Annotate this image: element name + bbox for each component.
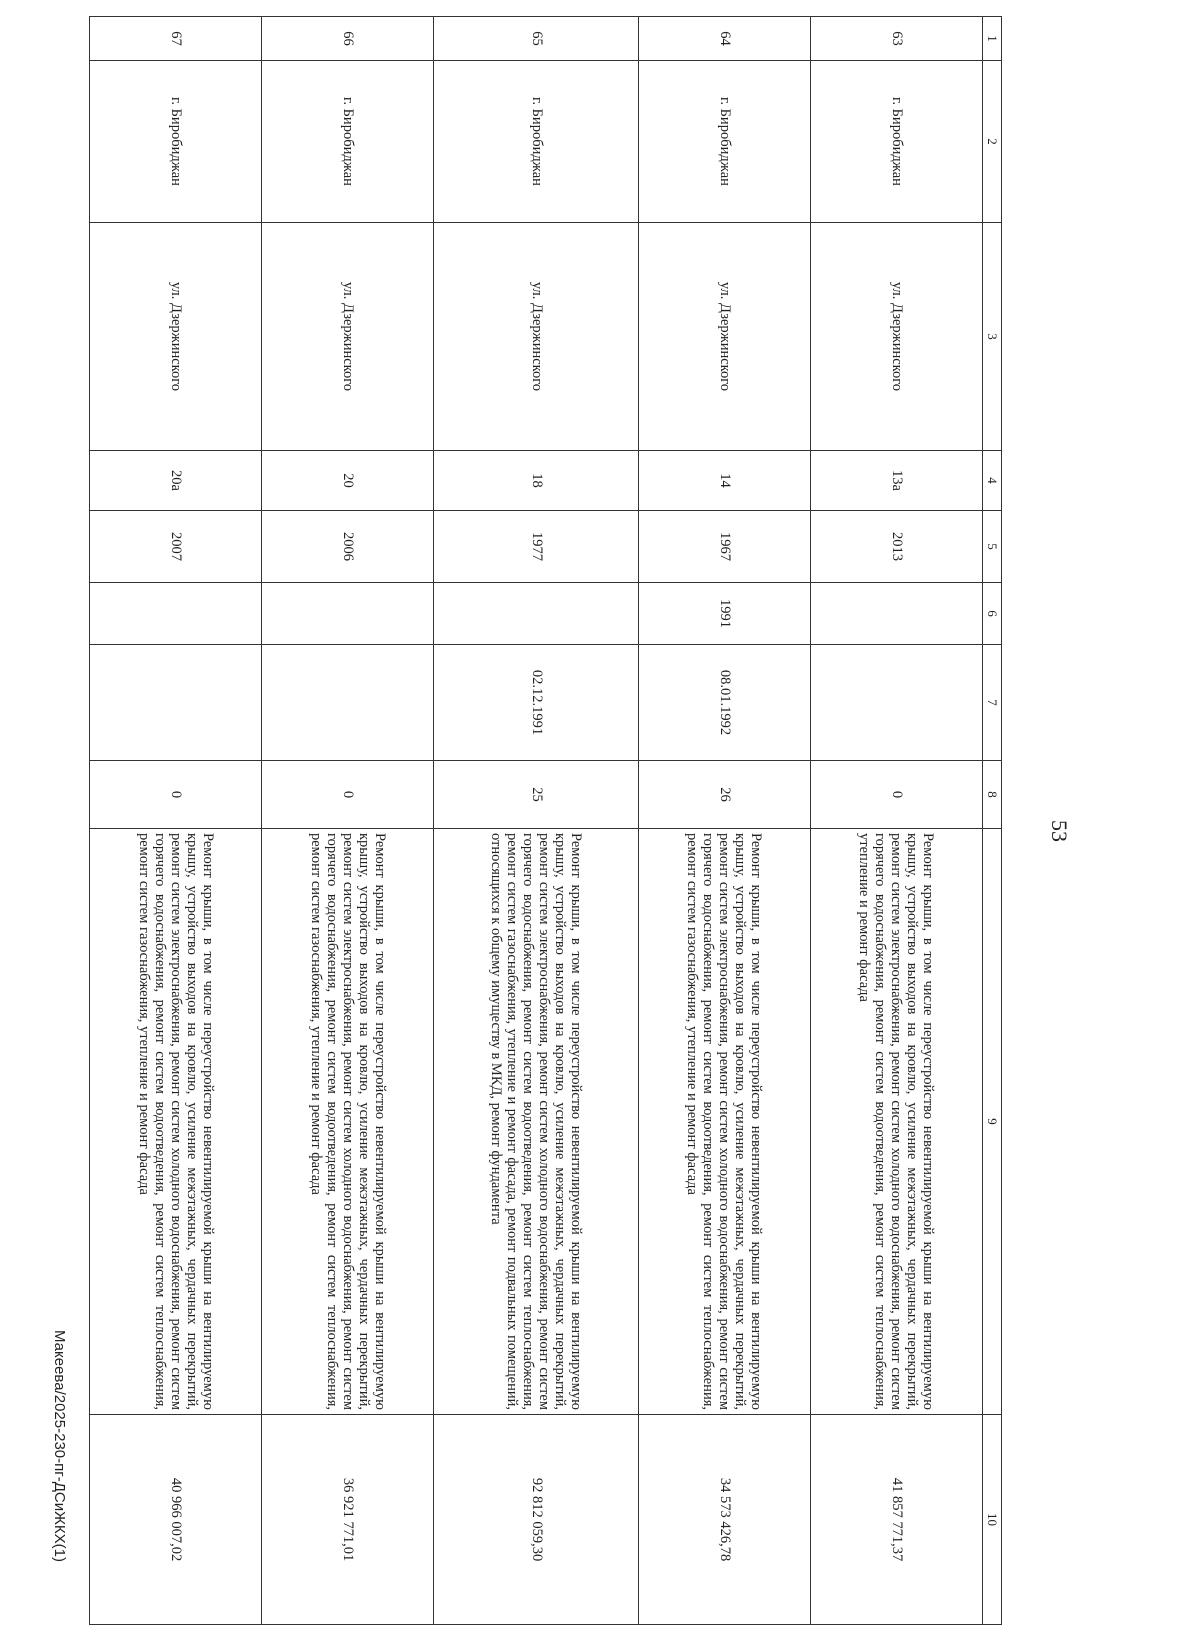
works-cell: Ремонт крыши, в том числе переустройство невентилируемой крыши на вентилируемую крышу, устройство выходов на кровлю, усиление межэтажных, чердачных перекрытий, ремонт систем электроснабжения, ремонт систем холодного водоснабжения, ремонт систем горячего водоснабжения, ремонт систем водоотведения, ремонт систем теплоснабжения, ремонт систем газоснабжения, утепление и ремонт фасада — [262, 829, 434, 1415]
row-number: 64 — [638, 17, 810, 61]
street-cell: ул. Дзержинского — [434, 223, 639, 451]
header-cell: 10 — [983, 1415, 1002, 1625]
header-cell: 2 — [983, 61, 1002, 223]
page-number: 53 — [1047, 820, 1072, 842]
year-built-cell: 1967 — [638, 511, 810, 583]
city-cell: г. Биробиджан — [262, 61, 434, 223]
col7-cell — [810, 645, 982, 761]
city-cell: г. Биробиджан — [810, 61, 982, 223]
table-row — [262, 17, 434, 1625]
house-cell: 14 — [638, 451, 810, 511]
house-cell: 13а — [810, 451, 982, 511]
col8-cell: 0 — [90, 761, 262, 829]
year-built-cell: 1977 — [434, 511, 639, 583]
city-cell: г. Биробиджан — [90, 61, 262, 223]
header-cell: 5 — [983, 511, 1002, 583]
header-cell: 8 — [983, 761, 1002, 829]
col7-cell — [90, 645, 262, 761]
works-cell: Ремонт крыши, в том числе переустройство невентилируемой крыши на вентилируемую крышу, устройство выходов на кровлю, усиление межэтажных, чердачных перекрытий, ремонт систем электроснабжения, ремонт систем холодного водоснабжения, ремонт систем горячего водоснабжения, ремонт систем водоотведения, ремонт систем теплоснабжения, ремонт систем газоснабжения, утепление и ремонт фасада — [638, 829, 810, 1415]
cost-cell: 34 573 426,78 — [638, 1415, 810, 1625]
col6-cell — [90, 583, 262, 645]
col6-cell: 1991 — [638, 583, 810, 645]
street-cell: ул. Дзержинского — [638, 223, 810, 451]
year-built-cell: 2007 — [90, 511, 262, 583]
table-row — [810, 17, 982, 1625]
row-number: 67 — [90, 17, 262, 61]
header-cell: 9 — [983, 829, 1002, 1415]
header-cell: 1 — [983, 17, 1002, 61]
col6-cell — [810, 583, 982, 645]
cost-cell: 92 812 059,30 — [434, 1415, 639, 1625]
header-cell: 3 — [983, 223, 1002, 451]
row-number: 66 — [262, 17, 434, 61]
year-built-cell: 2006 — [262, 511, 434, 583]
col7-cell — [262, 645, 434, 761]
row-number: 65 — [434, 17, 639, 61]
header-cell: 7 — [983, 645, 1002, 761]
table-row — [90, 17, 262, 1625]
housing-repair-table — [89, 16, 1002, 1625]
col6-cell — [434, 583, 639, 645]
works-cell: Ремонт крыши, в том числе переустройство невентилируемой крыши на вентилируемую крышу, устройство выходов на кровлю, усиление межэтажных, чердачных перекрытий, ремонт систем электроснабжения, ремонт систем холодного водоснабжения, ремонт систем горячего водоснабжения, ремонт систем водоотведения, ремонт систем теплоснабжения, утепление и ремонт фасада — [810, 829, 982, 1415]
header-cell: 4 — [983, 451, 1002, 511]
works-cell: Ремонт крыши, в том числе переустройство невентилируемой крыши на вентилируемую крышу, устройство выходов на кровлю, усиление межэтажных, чердачных перекрытий, ремонт систем электроснабжения, ремонт систем холодного водоснабжения, ремонт систем горячего водоснабжения, ремонт систем водоотведения, ремонт систем теплоснабжения, ремонт систем газоснабжения, утепление и ремонт фасада — [90, 829, 262, 1415]
document-footer: Макеева/2025-230-пг-ДСиЖКХ(1) — [51, 1330, 68, 1563]
col8-cell: 0 — [262, 761, 434, 829]
table-row — [638, 17, 810, 1625]
cost-cell: 41 857 771,37 — [810, 1415, 982, 1625]
street-cell: ул. Дзержинского — [262, 223, 434, 451]
works-cell: Ремонт крыши, в том числе переустройство невентилируемой крыши на вентилируемую крышу, устройство выходов на кровлю, усиление межэтажных, чердачных перекрытий, ремонт систем электроснабжения, ремонт систем холодного водоснабжения, ремонт систем горячего водоснабжения, ремонт систем водоотведения, ремонт систем теплоснабжения, ремонт систем газоснабжения, утепление и ремонт фасада, ремонт подвальных помещений, относящихся к общему имуществу в МКД, ремонт фундамента — [434, 829, 639, 1415]
street-cell: ул. Дзержинского — [90, 223, 262, 451]
col8-cell: 25 — [434, 761, 639, 829]
col8-cell: 0 — [810, 761, 982, 829]
street-cell: ул. Дзержинского — [810, 223, 982, 451]
house-cell: 18 — [434, 451, 639, 511]
col6-cell — [262, 583, 434, 645]
house-cell: 20 — [262, 451, 434, 511]
year-built-cell: 2013 — [810, 511, 982, 583]
house-cell: 20а — [90, 451, 262, 511]
col8-cell: 26 — [638, 761, 810, 829]
col7-cell: 08.01.1992 — [638, 645, 810, 761]
city-cell: г. Биробиджан — [434, 61, 639, 223]
cost-cell: 40 966 007,02 — [90, 1415, 262, 1625]
table-header-row — [983, 17, 1002, 1625]
header-cell: 6 — [983, 583, 1002, 645]
city-cell: г. Биробиджан — [638, 61, 810, 223]
table-row — [434, 17, 639, 1625]
cost-cell: 36 921 771,01 — [262, 1415, 434, 1625]
row-number: 63 — [810, 17, 982, 61]
col7-cell: 02.12.1991 — [434, 645, 639, 761]
